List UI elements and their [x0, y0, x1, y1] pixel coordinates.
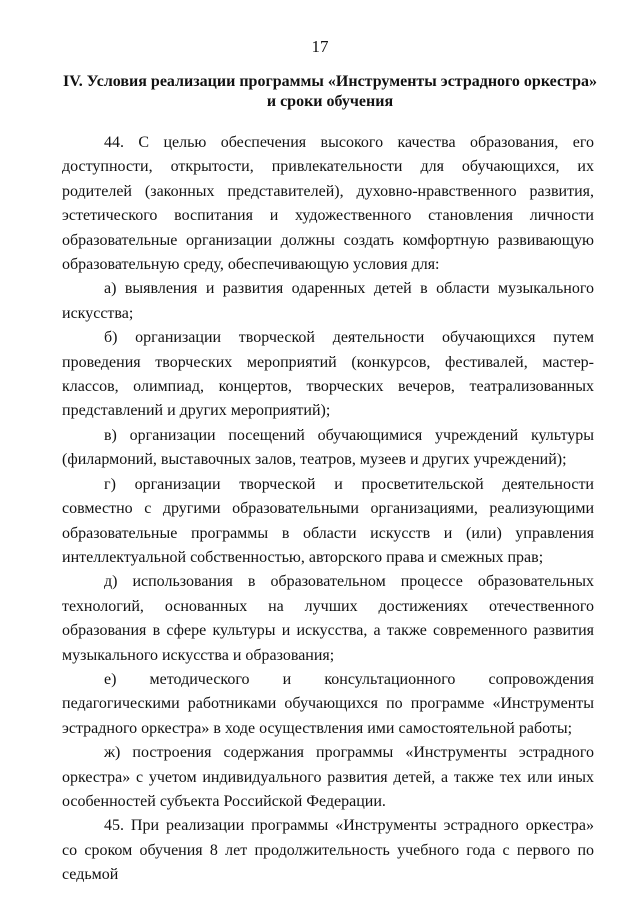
section-heading-line-2: и сроки обучения — [266, 93, 394, 110]
paragraph-45: 45. При реализации программы «Инструменты эстрадного оркестра» со сроком обучения 8 лет продолжительность учебного года с первого по седьмой — [62, 817, 594, 884]
section-heading-line-1: IV. Условия реализации программы «Инструменты эстрадного оркестра» — [62, 73, 597, 90]
paragraph-item-v: в) организации посещений обучающимися учреждений культуры (филармоний, выставочных залов, театров, музеев и других учреждений); — [62, 426, 594, 469]
paragraph-item-g: г) организации творческой и просветительской деятельности совместно с другими образовательными организациями, реализующими образовательные программы в области искусств и (или) управления интеллектуальной собственностью, авторского права и смежных прав; — [62, 475, 594, 566]
document-body — [62, 131, 594, 888]
paragraph-item-e: е) методического и консультационного сопровождения педагогическими работниками обучающихся по программе «Инструменты эстрадного оркестра» в ходе осуществления ими самостоятельной работы; — [62, 670, 594, 737]
page-number: 17 — [311, 37, 329, 56]
paragraph-44: 44. С целью обеспечения высокого качества образования, его доступности, открытости, привлекательности для обучающихся, их родителей (законных представителей), духовно-нравственного развития, эстетического воспитания и художественного становления личности образовательные организации должны создать комфортную развивающую образовательную среду, обеспечивающую условия для: — [62, 134, 594, 274]
section-heading — [60, 72, 600, 112]
paragraph-item-a: а) выявления и развития одаренных детей в области музыкального искусства; — [62, 280, 594, 322]
paragraph-item-d: д) использования в образовательном процессе образовательных технологий, основанных на лучших достижениях отечественного образования в сфере культуры и искусства, а также современного развития музыкального искусства и образования; — [62, 573, 594, 664]
paragraph-item-zh: ж) построения содержания программы «Инструменты эстрадного оркестра» с учетом индивидуального развития детей, а также тех или иных особенностей субъекта Российской Федерации. — [62, 744, 594, 810]
paragraph-item-b: б) организации творческой деятельности обучающихся путем проведения творческих мероприятий (конкурсов, фестивалей, мастер-классов, олимпиад, концертов, творческих вечеров, театрализованных представлений и других мероприятий); — [62, 329, 594, 420]
